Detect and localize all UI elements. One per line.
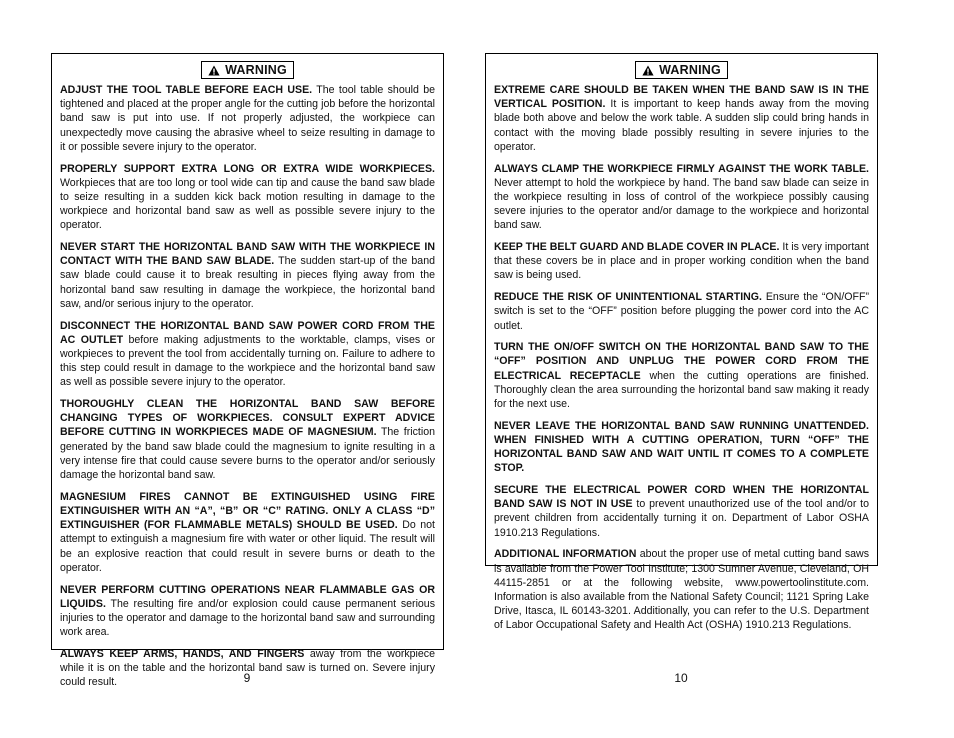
paragraph-body: about the proper use of metal cutting band saws is available from the Power Tool Institute; 1300 Sumner Avenue, Cleveland, OH 44115-2851 or at the following website, www.powertoolinstitute.com. Information is also available from the National Safety Council; 1121 Spring Lake Drive, Itasca, IL 60143-3201. Additionally, you can refer to the U.S. Department of Labor Occupational Safety and Health Act (OSHA) 1910.213 Regulations. xyxy=(494,548,869,632)
paragraph-lead: PROPERLY SUPPORT EXTRA LONG OR EXTRA WIDE WORKPIECES. xyxy=(60,162,435,175)
warning-label: WARNING xyxy=(659,63,721,77)
safety-paragraph xyxy=(494,83,869,154)
page-number-right: 10 xyxy=(674,671,688,685)
paragraph-body: Do not attempt to extinguish a magnesium fire with water or other liquid. The result will be an explosive reaction that could result in severe burns or death to the operator. xyxy=(60,519,435,574)
paragraph-body: The friction generated by the band saw blade could the magnesium to ignite resulting in a very intense fire that could cause severe burns to the operator and/or seriously damage the horizontal band saw. xyxy=(60,426,435,482)
paragraph-lead: ALWAYS KEEP ARMS, HANDS, AND FINGERS xyxy=(60,647,305,660)
paragraph-body: away from the workpiece while it is on the table and the horizontal band saw is turned on. Severe injury could result. xyxy=(60,647,435,689)
warning-header xyxy=(201,61,294,79)
paragraph-body: when the cutting operations are finished. Thoroughly clean the area surrounding the horizontal band saw making it ready for the next use. xyxy=(494,369,869,411)
safety-paragraph xyxy=(494,340,869,411)
paragraph-lead: NEVER PERFORM CUTTING OPERATIONS NEAR FLAMMABLE GAS OR LIQUIDS. xyxy=(60,583,435,610)
safety-paragraph xyxy=(494,483,869,540)
warning-triangle-icon xyxy=(208,65,220,76)
safety-paragraph xyxy=(494,162,869,233)
paragraph-lead: ADJUST THE TOOL TABLE BEFORE EACH USE. xyxy=(60,84,313,96)
safety-paragraph xyxy=(494,547,869,632)
safety-paragraph xyxy=(60,162,435,233)
right-warning-box xyxy=(485,53,878,632)
warning-header xyxy=(635,61,728,79)
safety-paragraph xyxy=(60,319,435,390)
left-warning-box xyxy=(51,53,444,689)
paragraph-body: to prevent unauthorized use of the tool and/or to prevent children from accidentally turning it on. Department of Labor OSHA 1910.213 Regulations. xyxy=(494,498,869,539)
paragraph-lead: TURN THE ON/OFF SWITCH ON THE HORIZONTAL BAND SAW TO THE “OFF” POSITION AND UNPLUG THE POWER CORD FROM THE ELECTRICAL RECEPTACLE xyxy=(494,341,869,382)
paragraph-lead: SECURE THE ELECTRICAL POWER CORD WHEN THE HORIZONTAL BAND SAW IS NOT IN USE xyxy=(494,484,869,511)
safety-paragraph xyxy=(60,583,435,640)
paragraph-lead: ADDITIONAL INFORMATION xyxy=(494,548,637,561)
paragraph-lead: KEEP THE BELT GUARD AND BLADE COVER IN PLACE. xyxy=(494,241,780,254)
paragraph-body: The sudden start-up of the band saw blade could cause it to break resulting in pieces flying away from the horizontal band saw resulting in damage the workpiece, the horizontal band saw, and/or serious injury to the operator. xyxy=(60,255,435,310)
paragraph-body: Ensure the “ON/OFF” switch is set to the “OFF” position before plugging the power cord into the AC outlet. xyxy=(494,291,869,332)
paragraph-lead: EXTREME CARE SHOULD BE TAKEN WHEN THE BAND SAW IS IN THE VERTICAL POSITION. xyxy=(494,84,869,111)
safety-paragraph xyxy=(494,419,869,476)
paragraph-lead: NEVER START THE HORIZONTAL BAND SAW WITH THE WORKPIECE IN CONTACT WITH THE BAND SAW BLADE. xyxy=(60,241,435,268)
warning-triangle-icon xyxy=(642,65,654,76)
paragraph-lead: MAGNESIUM FIRES CANNOT BE EXTINGUISHED USING FIRE EXTINGUISHER WITH AN “A”, “B” OR “C” RATING. ONLY A CLASS “D” EXTINGUISHER (FOR FLAMMABLE METALS) SHOULD BE USED. xyxy=(60,490,435,532)
safety-paragraph xyxy=(60,240,435,311)
paragraph-body: The resulting fire and/or explosion could cause permanent serious injuries to the operator and damage to the horizontal band saw and surrounding work area. xyxy=(60,597,435,639)
paragraph-body: before making adjustments to the worktable, clamps, vises or workpieces to prevent the tool from accidentally turning on. Failure to adhere to this step could result in damage to the workpiece and the horizontal band saw as well as possible severe injury to the operator. xyxy=(60,333,435,389)
paragraph-body: It is very important that these covers be in place and in proper working condition when the band saw is being used. xyxy=(494,241,870,282)
warning-label: WARNING xyxy=(225,63,287,77)
safety-paragraph xyxy=(494,240,869,283)
paragraph-lead: DISCONNECT THE HORIZONTAL BAND SAW POWER CORD FROM THE AC OUTLET xyxy=(60,319,435,346)
paragraph-lead: REDUCE THE RISK OF UNINTENTIONAL STARTING. xyxy=(494,291,762,304)
safety-paragraph xyxy=(60,397,435,482)
safety-paragraph xyxy=(60,490,435,575)
paragraph-body: Workpieces that are too long or tool wide can tip and cause the band saw blade to seize resulting in a sudden kick back motion resulting in damage to the workpiece and horizontal band saw as well as possible severe injury to the operator. xyxy=(60,176,435,232)
paragraph-lead: ALWAYS CLAMP THE WORKPIECE FIRMLY AGAINST THE WORK TABLE. xyxy=(494,162,869,175)
paragraph-body: Never attempt to hold the workpiece by hand. The band saw blade can seize in the workpiece resulting in loss of control of the workpiece possibly causing severe injuries to the operator and/or damage to the workpiece and horizontal band saw. xyxy=(494,176,869,232)
paragraph-lead: THOROUGHLY CLEAN THE HORIZONTAL BAND SAW BEFORE CHANGING TYPES OF WORKPIECES. CONSULT EXPERT ADVICE BEFORE CUTTING IN WORKPIECES MADE OF MAGNESIUM. xyxy=(60,398,435,439)
paragraph-body: The tool table should be tightened and placed at the proper angle for the cutting job before the horizontal band saw is put into use. If not properly adjusted, the workpiece can unexpectedly move causing the abrasive wheel to seize resulting in damage to it or possible severe injury to the operator. xyxy=(60,84,435,153)
safety-paragraph xyxy=(494,290,869,333)
safety-paragraph xyxy=(60,83,435,154)
paragraph-body: It is important to keep hands away from the moving blade both above and below the work table. A sudden slip could bring hands in contact with the moving blade possibly resulting in severe injuries to the operator. xyxy=(494,98,869,153)
paragraph-lead: NEVER LEAVE THE HORIZONTAL BAND SAW RUNNING UNATTENDED. WHEN FINISHED WITH A CUTTING OPERATION, TURN “OFF” THE HORIZONTAL BAND SAW AND WAIT UNTIL IT COMES TO A COMPLETE STOP. xyxy=(494,419,869,475)
page-number-left: 9 xyxy=(243,671,251,685)
